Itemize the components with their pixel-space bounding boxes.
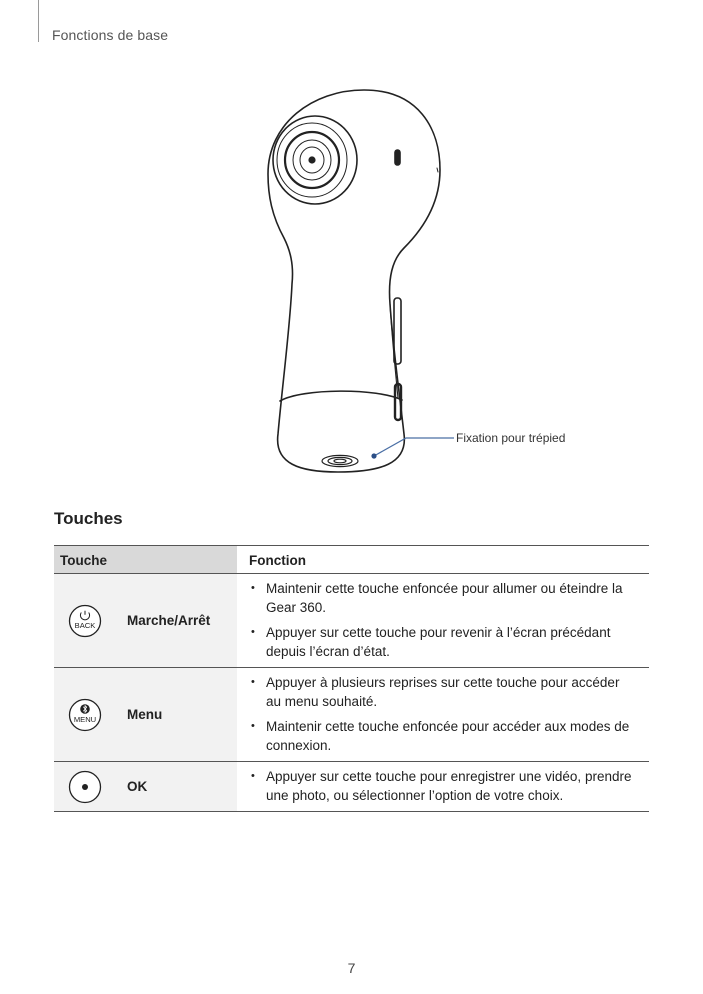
key-cell <box>54 574 237 668</box>
header-rule <box>38 0 39 42</box>
camera-body-outline <box>268 90 440 472</box>
key-cell <box>54 668 237 762</box>
lens <box>273 116 357 204</box>
table-row <box>54 574 649 668</box>
ok-dot-icon <box>68 770 102 804</box>
function-list <box>249 767 637 805</box>
table-row <box>54 668 649 762</box>
key-label-ok: OK <box>127 779 148 794</box>
tripod-mount-callout: Fixation pour trépied <box>456 431 566 445</box>
keys-table <box>54 545 649 812</box>
key-cell <box>54 762 237 812</box>
page-number: 7 <box>347 960 356 976</box>
function-item: • Appuyer sur cette touche pour revenir à l’écran précédant depuis l’écran d’état. <box>249 623 637 661</box>
table-header-row <box>54 546 649 574</box>
section-title: Touches <box>54 509 123 528</box>
power-back-icon <box>68 604 102 638</box>
key-label-power: Marche/Arrêt <box>127 613 211 628</box>
callout-leader <box>371 438 454 459</box>
key-icon-caption: MENU <box>73 714 97 724</box>
function-item: • Maintenir cette touche enfoncée pour allumer ou éteindre la Gear 360. <box>249 579 637 617</box>
column-header-key: Touche <box>54 546 237 574</box>
column-header-function: Fonction <box>237 546 649 574</box>
function-item: • Maintenir cette touche enfoncée pour accéder aux modes de connexion. <box>249 717 637 755</box>
function-list <box>249 579 637 661</box>
table-row <box>54 762 649 812</box>
gear-360-camera-illustration <box>240 88 490 488</box>
function-item: • Appuyer sur cette touche pour enregistrer une vidéo, prendre une photo, ou sélectionner l’option de votre choix. <box>249 767 637 805</box>
function-cell <box>237 574 649 668</box>
running-header: Fonctions de base <box>52 27 169 43</box>
function-item: • Appuyer à plusieurs reprises sur cette touche pour accéder au menu souhaité. <box>249 673 637 711</box>
tripod-mount <box>322 455 358 466</box>
function-cell <box>237 668 649 762</box>
bluetooth-menu-icon <box>68 698 102 732</box>
function-list <box>249 673 637 755</box>
camera-base-band <box>280 391 402 401</box>
key-icon-caption: BACK <box>74 620 96 630</box>
function-cell <box>237 762 649 812</box>
key-label-menu: Menu <box>127 707 163 722</box>
